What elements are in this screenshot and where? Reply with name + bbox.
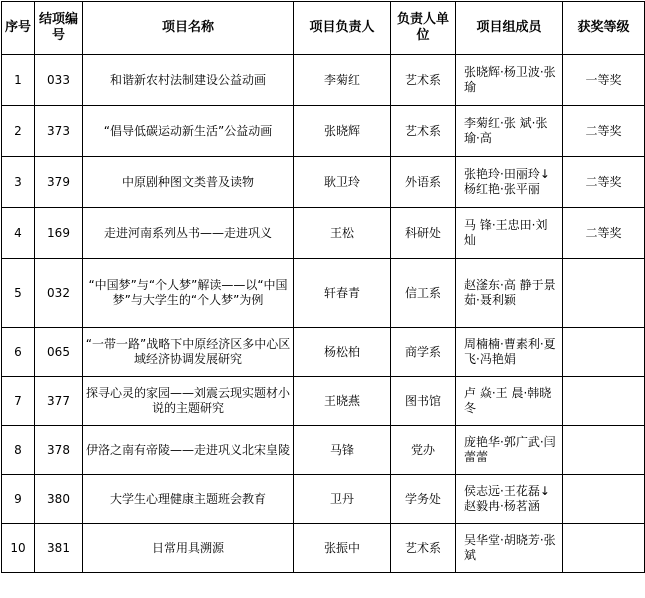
cell-name: 中原剧种图文类普及读物 <box>83 157 294 208</box>
cell-code: 169 <box>35 208 83 259</box>
cell-members: 卢 焱·王 晨·韩晓冬 <box>456 377 563 426</box>
cell-leader: 轩春青 <box>294 259 391 328</box>
table-row <box>2 328 645 377</box>
cell-code: 377 <box>35 377 83 426</box>
cell-unit: 商学系 <box>391 328 456 377</box>
cell-seq: 1 <box>2 55 35 106</box>
cell-name: 伊洛之南有帝陵——走进巩义北宋皇陵 <box>83 426 294 475</box>
header-unit: 负责人单位 <box>391 2 456 55</box>
table-row <box>2 524 645 573</box>
cell-award <box>563 328 645 377</box>
header-code: 结项编号 <box>35 2 83 55</box>
cell-leader: 张晓辉 <box>294 106 391 157</box>
cell-members: 周楠楠·曹素利·夏 飞·冯艳娟 <box>456 328 563 377</box>
cell-award: 二等奖 <box>563 208 645 259</box>
cell-code: 373 <box>35 106 83 157</box>
cell-award <box>563 377 645 426</box>
cell-name: 走进河南系列丛书——走进巩义 <box>83 208 294 259</box>
cell-leader: 张振中 <box>294 524 391 573</box>
cell-award: 一等奖 <box>563 55 645 106</box>
cell-unit: 信工系 <box>391 259 456 328</box>
header-seq: 序号 <box>2 2 35 55</box>
cell-leader: 王松 <box>294 208 391 259</box>
cell-seq: 6 <box>2 328 35 377</box>
table-row <box>2 377 645 426</box>
cell-code: 379 <box>35 157 83 208</box>
cell-seq: 5 <box>2 259 35 328</box>
cell-name: 探寻心灵的家园——刘震云现实题材小说的主题研究 <box>83 377 294 426</box>
cell-members: 张晓辉·杨卫波·张 瑜 <box>456 55 563 106</box>
cell-seq: 4 <box>2 208 35 259</box>
header-row <box>2 2 645 55</box>
header-members: 项目组成员 <box>456 2 563 55</box>
cell-leader: 杨松柏 <box>294 328 391 377</box>
cell-code: 033 <box>35 55 83 106</box>
cell-leader: 马锋 <box>294 426 391 475</box>
cell-unit: 艺术系 <box>391 55 456 106</box>
cell-name: 和谐新农村法制建设公益动画 <box>83 55 294 106</box>
cell-members: 马 锋·王忠田·刘 灿 <box>456 208 563 259</box>
cell-seq: 9 <box>2 475 35 524</box>
cell-code: 032 <box>35 259 83 328</box>
table-row <box>2 475 645 524</box>
cell-leader: 卫丹 <box>294 475 391 524</box>
cell-unit: 外语系 <box>391 157 456 208</box>
table-row <box>2 259 645 328</box>
header-name: 项目名称 <box>83 2 294 55</box>
cell-seq: 3 <box>2 157 35 208</box>
cell-award: 二等奖 <box>563 157 645 208</box>
cell-award <box>563 426 645 475</box>
cell-seq: 10 <box>2 524 35 573</box>
cell-name: “倡导低碳运动新生活”公益动画 <box>83 106 294 157</box>
table-row <box>2 106 645 157</box>
cell-code: 065 <box>35 328 83 377</box>
cell-award <box>563 475 645 524</box>
cell-members: 李菊红·张 斌·张 瑜·高 <box>456 106 563 157</box>
cell-name: “中国梦”与“个人梦”解读——以“中国梦”与大学生的“个人梦”为例 <box>83 259 294 328</box>
header-award: 获奖等级 <box>563 2 645 55</box>
cell-members: 张艳玲·田丽玲↓杨红艳·张平丽 <box>456 157 563 208</box>
cell-code: 378 <box>35 426 83 475</box>
cell-code: 381 <box>35 524 83 573</box>
cell-award <box>563 524 645 573</box>
cell-unit: 图书馆 <box>391 377 456 426</box>
cell-members: 侯志远·王花磊↓赵毅冉·杨茗涵 <box>456 475 563 524</box>
cell-leader: 耿卫玲 <box>294 157 391 208</box>
cell-leader: 王晓燕 <box>294 377 391 426</box>
cell-unit: 艺术系 <box>391 106 456 157</box>
cell-seq: 7 <box>2 377 35 426</box>
cell-unit: 科研处 <box>391 208 456 259</box>
cell-unit: 学务处 <box>391 475 456 524</box>
cell-name: “一带一路”战略下中原经济区多中心区域经济协调发展研究 <box>83 328 294 377</box>
cell-name: 大学生心理健康主题班会教育 <box>83 475 294 524</box>
project-award-table <box>1 1 645 573</box>
cell-award: 二等奖 <box>563 106 645 157</box>
cell-members: 吴华堂·胡晓芳·张 斌 <box>456 524 563 573</box>
cell-seq: 2 <box>2 106 35 157</box>
table-row <box>2 55 645 106</box>
table-row <box>2 208 645 259</box>
cell-leader: 李菊红 <box>294 55 391 106</box>
cell-name: 日常用具溯源 <box>83 524 294 573</box>
cell-unit: 艺术系 <box>391 524 456 573</box>
cell-members: 庞艳华·郭广武·闫蕾蕾 <box>456 426 563 475</box>
cell-seq: 8 <box>2 426 35 475</box>
cell-members: 赵滏东·高 静于景茹·聂利颖 <box>456 259 563 328</box>
table-row <box>2 426 645 475</box>
header-leader: 项目负责人 <box>294 2 391 55</box>
cell-unit: 党办 <box>391 426 456 475</box>
cell-award <box>563 259 645 328</box>
cell-code: 380 <box>35 475 83 524</box>
table-row <box>2 157 645 208</box>
